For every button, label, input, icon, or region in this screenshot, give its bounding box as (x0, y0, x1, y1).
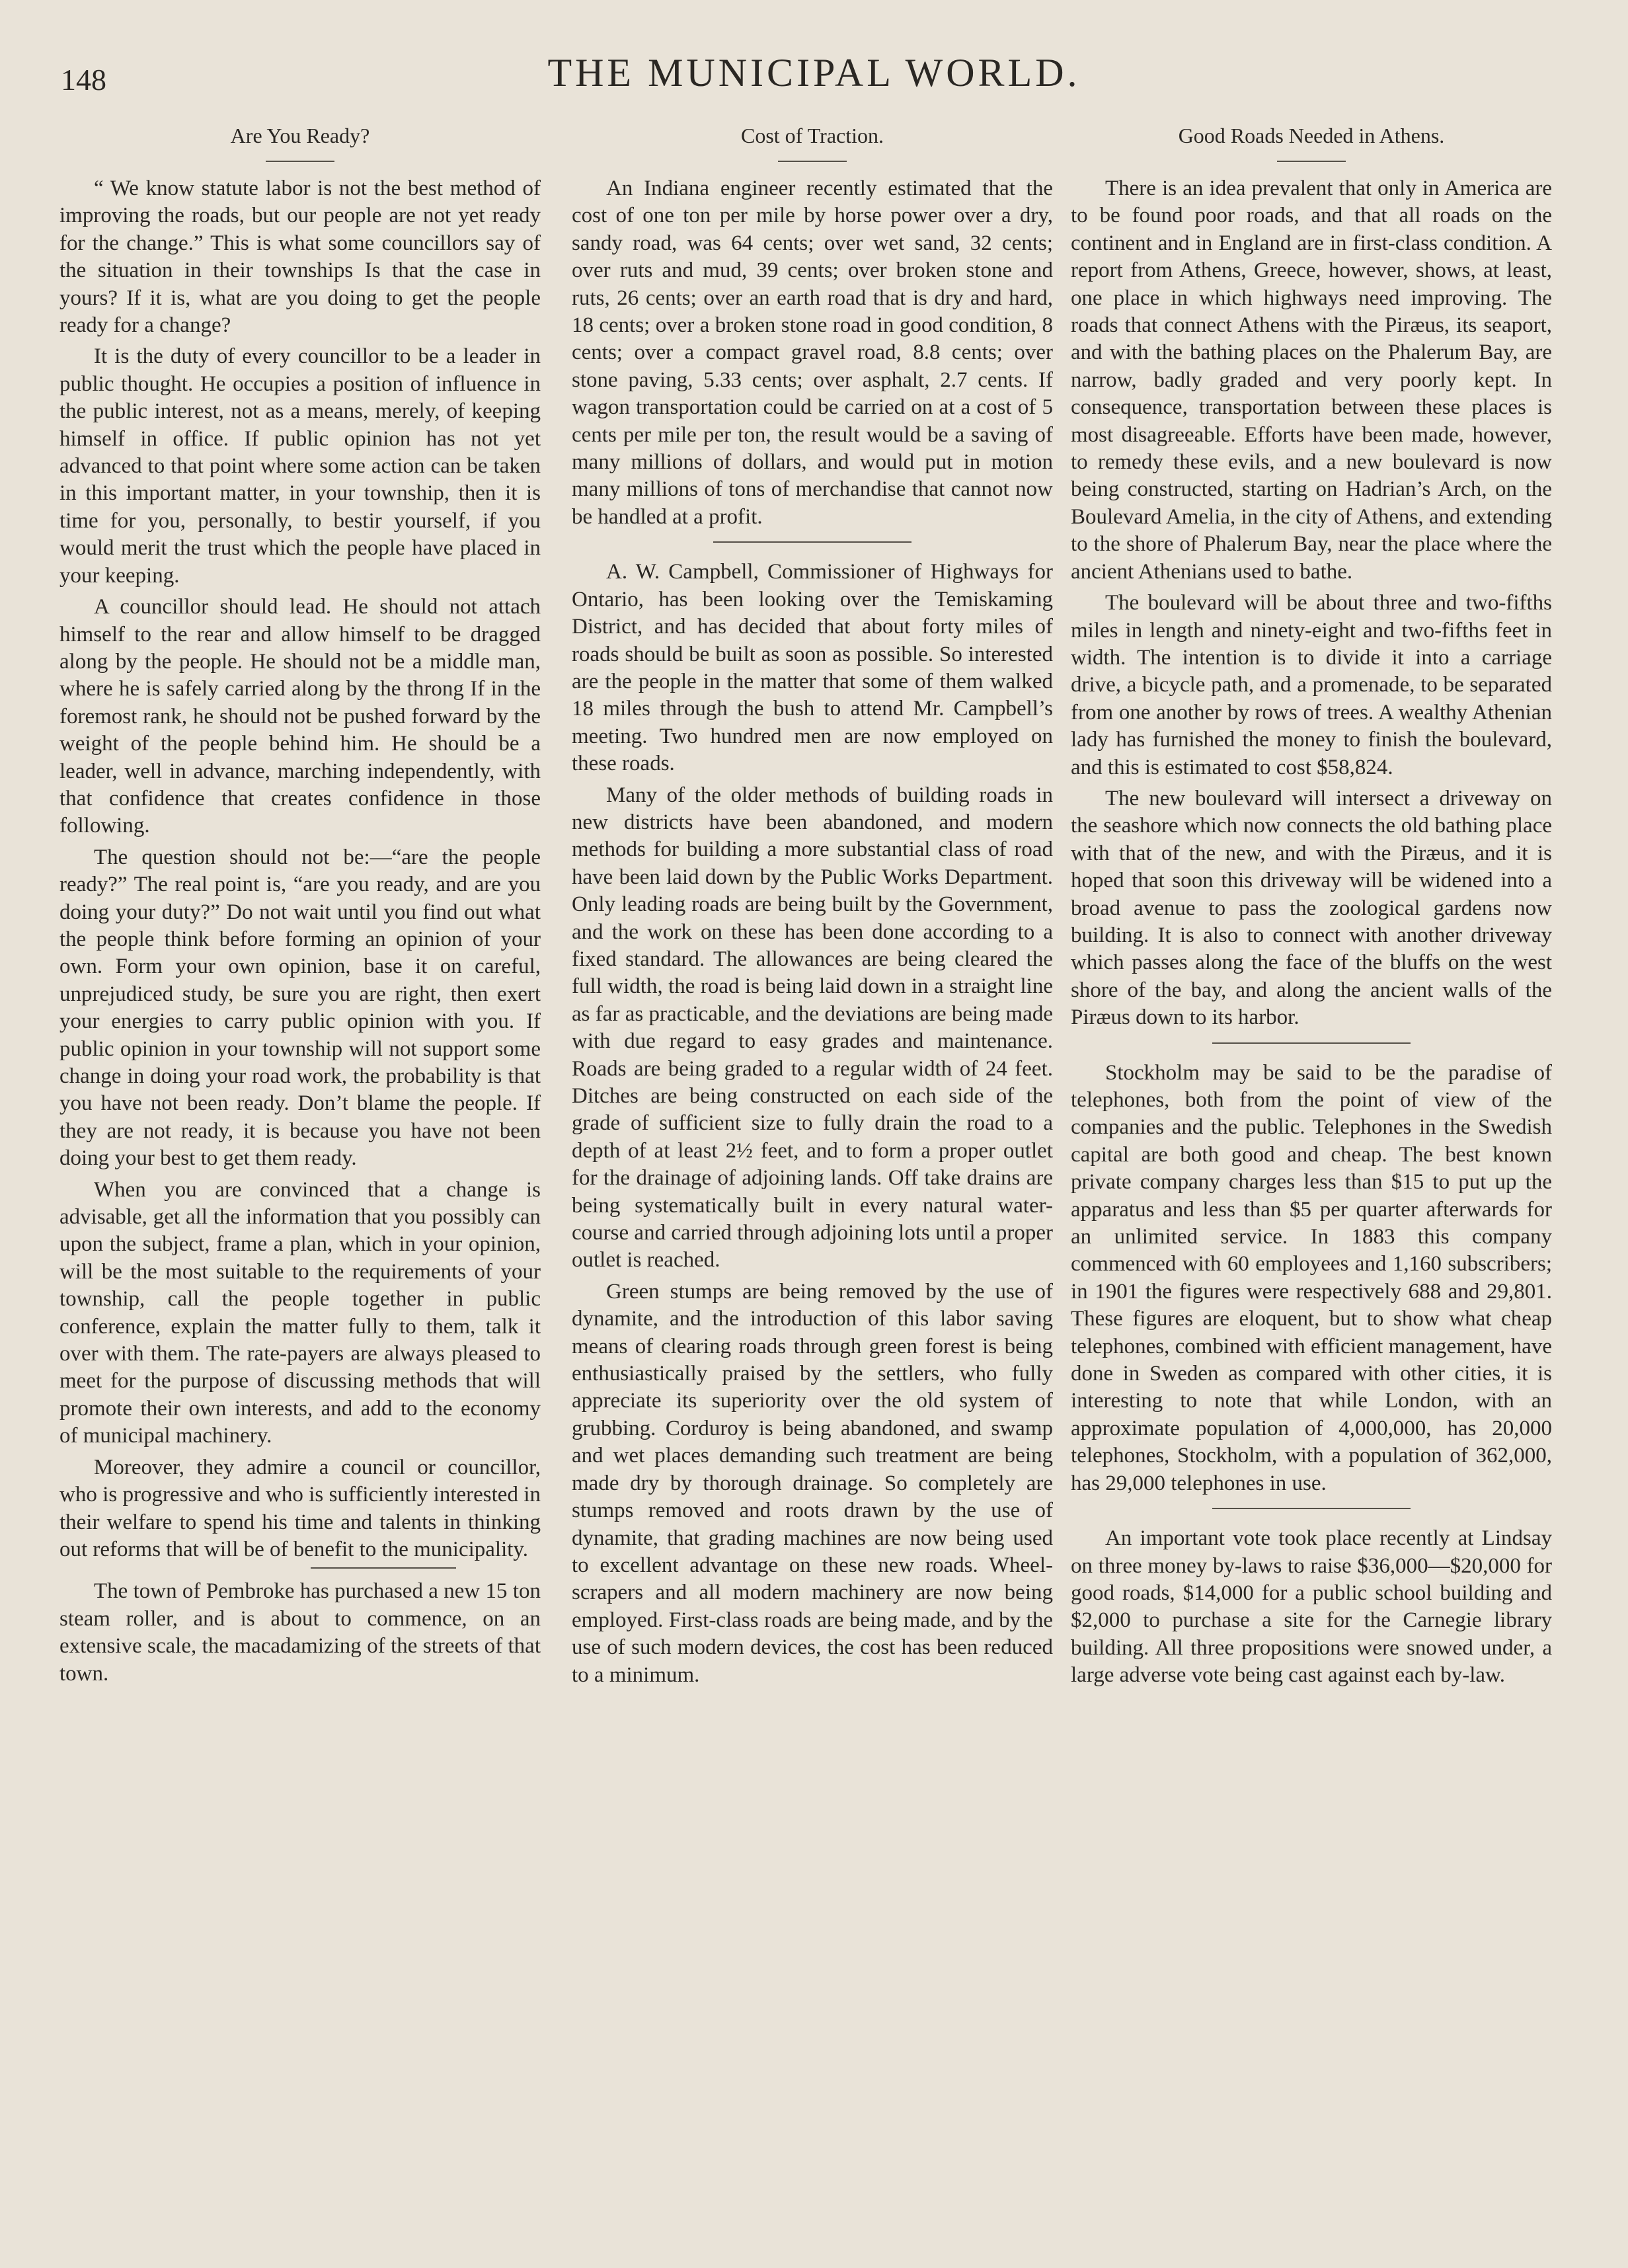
paragraph: The new boulevard will intersect a driveway on the seashore which now connects the old bathing place with that of the new, and with the Piræus, and it is hoped that soon this driveway will be widened into a broad avenue to pass the zoological gardens now building. It is also to connect with another driveway which passes along the face of the bluffs on the west shore of the bay, and along the ancient walls of the Piræus down to its harbor. (1071, 786, 1552, 1030)
paragraph: It is the duty of every councillor to be a leader in public thought. He occupies a position of influence in the public interest, not as a means, merely, of keeping himself in office. If public opinion has not yet advanced to that point where some action can be taken in this important matter, in your township, then it is time for you, personally, to bestir yourself, if you would merit the trust which the people have placed in your keeping. (59, 344, 541, 588)
column-right (1071, 122, 1552, 1694)
article-heading-good-roads-athens: Good Roads Needed in Athens. (1178, 124, 1445, 147)
page-header (0, 46, 1628, 106)
article-heading-cost-of-traction: Cost of Traction. (740, 124, 884, 147)
paragraph: The question should not be:—“are the people ready?” The real point is, “are you ready, and are you doing your duty?” Do not wait until you find out what the people think before forming an opinion of your own. Form your own opinion, base it on careful, unprejudiced study, be sure you are right, then exert your energies to carry public opinion with you. If public opinion in your township will not support some change in doing your road work, the probability is that you have not been ready. Don’t blame the people. If they are not ready, it is because you have not been doing your best to get them ready. (59, 845, 541, 1171)
paragraph: A. W. Campbell, Commissioner of Highways for Ontario, has been looking over the Temiskaming District, and has decided that about forty miles of roads should be built as soon as possible. So interested are the people in the matter that some of them walked 18 miles through the bush to attend Mr. Campbell’s meeting. Two hundred men are now employed on these roads. (572, 560, 1053, 776)
paragraph: An Indiana engineer recently estimated that the cost of one ton per mile by horse power over a dry, sandy road, was 64 cents; over wet sand, 32 cents; over ruts and mud, 39 cents; over broken stone and ruts, 26 cents; over an earth road that is dry and hard, 18 cents; over a broken stone road in good condition, 8 cents; over a compact gravel road, 8.8 cents; over stone paving, 5.33 cents; over asphalt, 2.7 cents. If wagon transportation could be carried on at a cost of 5 cents per mile per ton, the result would be a saving of many millions of dollars, and would put in motion many millions of tons of merchandise that cannot now be handled at a profit. (572, 176, 1053, 529)
paragraph: “ We know statute labor is not the best method of improving the roads, but our people are not yet ready for the change.” This is what some councillors say of the situation in their townships Is that the case in yours? If it is, what are you doing to get the people ready for a change? (59, 176, 541, 338)
column-left (59, 122, 541, 1692)
paragraph: Stockholm may be said to be the paradise of telephones, both from the point of view of the companies and the public. Telephones in the Swedish capital are both good and cheap. The best known private company charges less than $15 to put up the apparatus and less than $5 per quarter afterwards for an unlimited service. In 1883 this company commenced with 60 employees and 1,160 subscribers; in 1901 the figures were respectively 688 and 29,801. These figures are eloquent, but to show what cheap telephones, combined with efficient management, have done in Sweden as compared with other cities, it is interesting to note that while London, with an approximate population of 4,000,000, has 20,000 telephones, Stockholm, with a population of 362,000, has 29,000 telephones in use. (1071, 1060, 1552, 1495)
paragraph: There is an idea prevalent that only in America are to be found poor roads, and that all roads on the continent and in England are in first-class condition. A report from Athens, Greece, however, shows, at least, one place in which highways need improving. The roads that connect Athens with the Piræus, its seaport, and with the bathing places on the Phalerum Bay, are narrow, badly graded and very poorly kept. In consequence, transportation between these places is most disagreeable. Efforts have been made, however, to remedy these evils, and a new boulevard is now being constructed, starting on Hadrian’s Arch, on the Boulevard Amelia, in the city of Athens, and extending to the shore of Phalerum Bay, near the place where the ancient Athenians used to bathe. (1071, 176, 1552, 584)
paragraph: The town of Pembroke has purchased a new 15 ton steam roller, and is about to commence, on an extensive scale, the macadamizing of the streets of that town. (59, 1579, 541, 1686)
section-rule (311, 1567, 456, 1569)
heading-rule (1277, 161, 1346, 162)
paragraph: Moreover, they admire a council or councillor, who is progressive and who is sufficiently interested in their welfare to spend his time and talents in thinking out reforms that will be of benefit to the municipality. (59, 1455, 541, 1561)
page-number: 148 (61, 63, 106, 97)
article-heading-are-you-ready: Are You Ready? (230, 124, 370, 147)
publication-title: THE MUNICIPAL WORLD. (547, 51, 1081, 95)
paragraph: An important vote took place recently at Lindsay on three money by-laws to raise $36,000—$20,000 for good roads, $14,000 for a public school building and $2,000 to purchase a site for the Carnegie library building. All three propositions were snowed under, a large adverse vote being cast against each by-law. (1071, 1526, 1552, 1688)
paragraph: When you are convinced that a change is advisable, get all the information that you possibly can upon the subject, frame a plan, which in your opinion, will be the most suitable to the requirements of your township, call the people together in public conference, explain the matter fully to them, talk it over with them. The rate-payers are always pleased to meet for the purpose of discussing methods that will promote their own interests, and add to the economy of municipal machinery. (59, 1177, 541, 1448)
paragraph: Many of the older methods of building roads in new districts have been abandoned, and modern methods for building a more substantial class of road have been laid down by the Public Works Department. Only leading roads are being built by the Government, and the work on these has been done according to a fixed standard. The allowances are being cleared the full width, the road is being laid down in a straight line as far as practicable, and the deviations are being made with due regard to easy grades and maintenance. Roads are being graded to a regular width of 24 feet. Ditches are being constructed on each side of the grade of sufficient size to fully drain the road to a depth of at least 2½ feet, and to form a proper outlet for the drainage of adjoining lands. Off take drains are being systematically built in every natural water-course and carried through adjoining lots until a proper outlet is reached. (572, 783, 1053, 1272)
heading-rule (266, 161, 334, 162)
paragraph: A councillor should lead. He should not attach himself to the rear and allow himself to be dragged along by the people. He should not be a middle man, where he is safely carried along by the throng If in the foremost rank, he should not be pushed forward by the weight of the people behind him. He should be a leader, well in advance, marching independently, with that confidence that creates confidence in those following. (59, 595, 541, 838)
heading-rule (778, 161, 847, 162)
section-rule (1212, 1042, 1411, 1044)
paragraph: Green stumps are being removed by the use of dynamite, and the introduction of this labor saving means of clearing roads through green forest is being enthusiastically praised by the settlers, who fully appreciate its superiority over the old system of grubbing. Corduroy is being abandoned, and swamp and wet places demanding such treatment are being made dry by thorough drainage. So completely are stumps removed and roots drawn by the use of dynamite, that grading machines are now being used to excellent advantage on these new roads. Wheel-scrapers and all modern machinery are now being employed. First-class roads are being made, and by the use of such modern devices, the cost has been reduced to a minimum. (572, 1279, 1053, 1687)
paragraph: The boulevard will be about three and two-fifths miles in length and ninety-eight and two-fifths feet in width. The intention is to divide it into a carriage drive, a bicycle path, and a promenade, to be separated from one another by rows of trees. A wealthy Athenian lady has furnished the money to finish the boulevard, and this is estimated to cost $58,824. (1071, 591, 1552, 779)
section-rule (713, 541, 911, 543)
column-middle (572, 122, 1053, 1693)
section-rule (1212, 1508, 1411, 1509)
